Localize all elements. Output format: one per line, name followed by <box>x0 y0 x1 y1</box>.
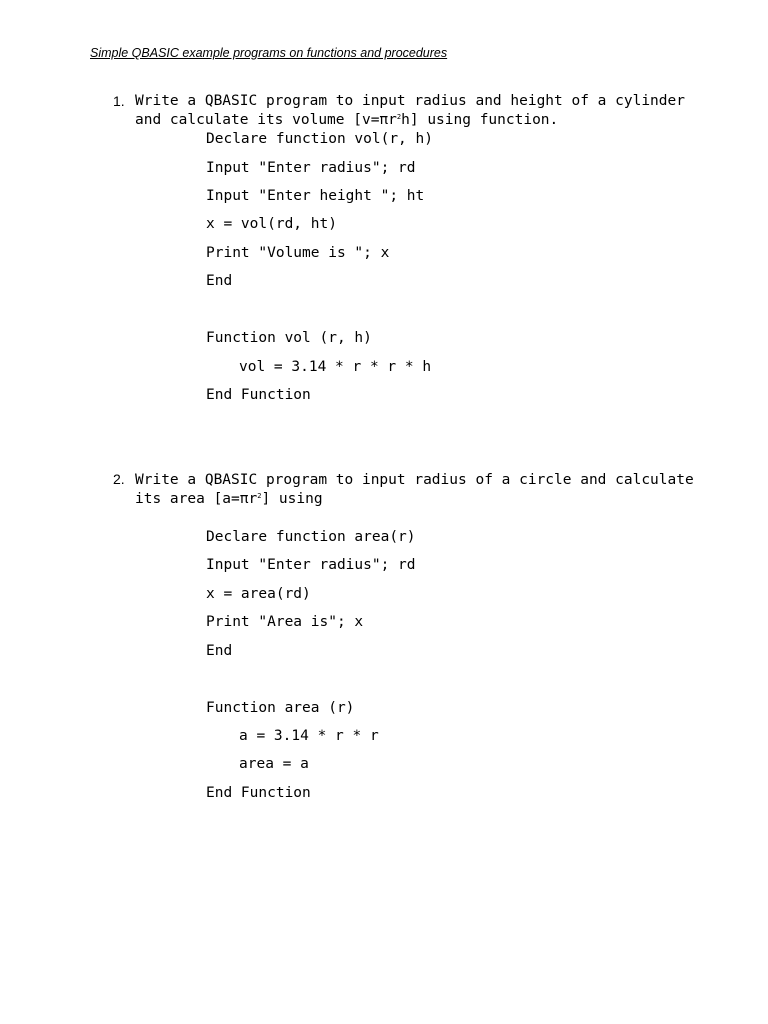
question-number: 2. <box>113 471 125 487</box>
code-line: End Function <box>206 387 311 403</box>
code-line: Input "Enter radius"; rd <box>206 557 416 573</box>
code-line: Input "Enter height "; ht <box>206 188 425 204</box>
code-line: Function vol (r, h) <box>206 330 372 346</box>
question-text-line-1: Write a QBASIC program to input radius of a circle and calculate <box>135 472 694 488</box>
code-line: Declare function area(r) <box>206 529 416 545</box>
question-text <box>135 471 735 509</box>
code-line: Print "Area is"; x <box>206 614 364 630</box>
question-text-line-2: and calculate its volume $[v=\pi r^2h]$ using function. <box>135 112 559 128</box>
code-line: vol = 3.14 * r * r * h <box>239 359 432 375</box>
code-line: x = vol(rd, ht) <box>206 216 337 232</box>
superscript-exponent: 2 <box>396 113 402 121</box>
code-line: End <box>206 643 233 659</box>
code-line: Function area (r) <box>206 700 355 716</box>
code-line: x = area(rd) <box>206 586 311 602</box>
superscript-exponent: 2 <box>257 492 262 500</box>
code-line: End <box>206 273 233 289</box>
question-text-line-1: Write a QBASIC program to input radius and height of a cylinder <box>135 93 685 109</box>
code-line: a = 3.14 * r * r <box>239 728 379 744</box>
question-text-line-2: its area $[a=\pi r^2]$ using <box>135 491 323 507</box>
question-text <box>135 92 735 130</box>
question-number: 1. <box>113 93 125 109</box>
document-title: Simple QBASIC example programs on functions and procedures <box>90 46 448 60</box>
code-line: End Function <box>206 785 311 801</box>
code-line: Print "Volume is "; x <box>206 245 390 261</box>
code-line: area = a <box>239 756 309 772</box>
code-line: Declare function vol(r, h) <box>206 131 433 147</box>
code-line: Input "Enter radius"; rd <box>206 160 416 176</box>
